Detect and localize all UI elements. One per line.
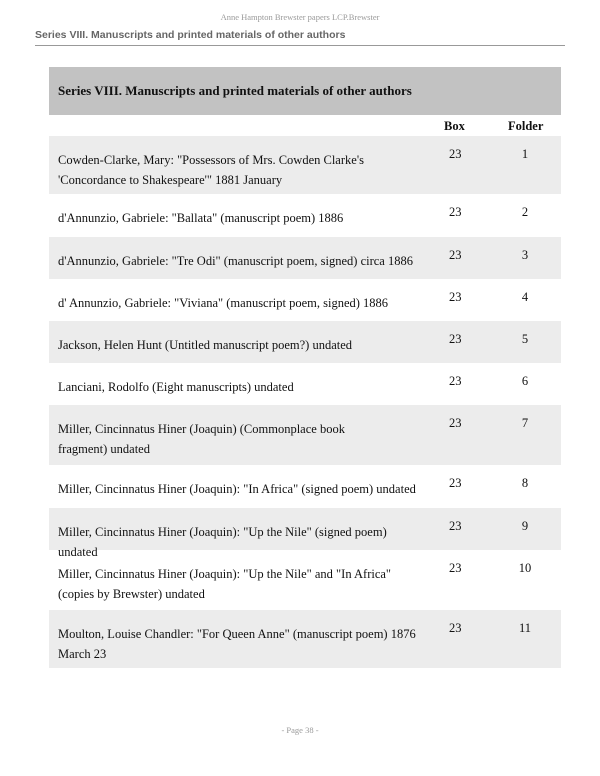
item-description: Lanciani, Rodolfo (Eight manuscripts) undated: [58, 380, 294, 394]
folder-number: 6: [521, 374, 529, 388]
table-row: [49, 279, 561, 321]
folder-number: 3: [521, 248, 529, 262]
box-number: 23: [449, 561, 462, 575]
item-description: Jackson, Helen Hunt (Untitled manuscript poem?) undated: [58, 338, 353, 352]
table-row: [49, 136, 561, 194]
box-number: 23: [449, 519, 462, 533]
folder-number: 2: [521, 205, 529, 219]
box-column-header: Box: [444, 119, 465, 133]
item-description: Cowden-Clarke, Mary: "Possessors of Mrs. Cowden Clarke's 'Concordance to Shakespeare'" 1881 January: [58, 153, 364, 187]
series-title: Series VIII. Manuscripts and printed materials of other authors: [49, 67, 561, 115]
folder-number: 11: [518, 621, 532, 635]
box-number: 23: [449, 205, 462, 219]
folder-number: 5: [521, 332, 529, 346]
section-heading: Series VIII. Manuscripts and printed materials of other authors: [35, 29, 565, 46]
table-row: [49, 321, 561, 363]
box-number: 23: [449, 332, 462, 346]
item-description: Miller, Cincinnatus Hiner (Joaquin): "Up the Nile" and "In Africa" (copies by Brewster) undated: [58, 567, 392, 601]
table-row: [49, 508, 561, 559]
box-number: 23: [449, 147, 462, 161]
table-row: [49, 194, 561, 237]
item-description: Moulton, Louise Chandler: "For Queen Anne" (manuscript poem) 1876 March 23: [58, 627, 416, 661]
item-description: Miller, Cincinnatus Hiner (Joaquin) (Commonplace book fragment) undated: [58, 422, 345, 456]
box-number: 23: [449, 476, 462, 490]
folder-column-header: Folder: [508, 119, 544, 133]
box-number: 23: [449, 416, 462, 430]
box-number: 23: [449, 621, 462, 635]
item-description: Miller, Cincinnatus Hiner (Joaquin): "Up the Nile" (signed poem) undated: [58, 525, 387, 559]
folder-number: 8: [521, 476, 529, 490]
folder-number: 4: [521, 290, 529, 304]
table-row: [49, 405, 561, 465]
item-description: Miller, Cincinnatus Hiner (Joaquin): "In Africa" (signed poem) undated: [58, 482, 416, 496]
page-number: - Page 38 -: [281, 725, 319, 735]
table-row: [49, 465, 561, 508]
container-list-table: [49, 67, 561, 668]
item-description: d'Annunzio, Gabriele: "Ballata" (manuscript poem) 1886: [58, 211, 344, 225]
folder-number: 9: [521, 519, 529, 533]
folder-number: 1: [521, 147, 529, 161]
running-head: Anne Hampton Brewster papers LCP.Brewster: [220, 12, 380, 22]
table-row: [49, 610, 561, 668]
column-header-row: [49, 115, 561, 136]
item-description: d'Annunzio, Gabriele: "Tre Odi" (manuscript poem, signed) circa 1886: [58, 254, 413, 268]
item-description: d' Annunzio, Gabriele: "Viviana" (manuscript poem, signed) 1886: [58, 296, 389, 310]
table-row: [49, 363, 561, 405]
folder-number: 7: [521, 416, 529, 430]
table-row: [49, 237, 561, 279]
table-row: [49, 550, 561, 610]
box-number: 23: [449, 374, 462, 388]
box-number: 23: [449, 290, 462, 304]
box-number: 23: [449, 248, 462, 262]
folder-number: 10: [518, 561, 532, 575]
